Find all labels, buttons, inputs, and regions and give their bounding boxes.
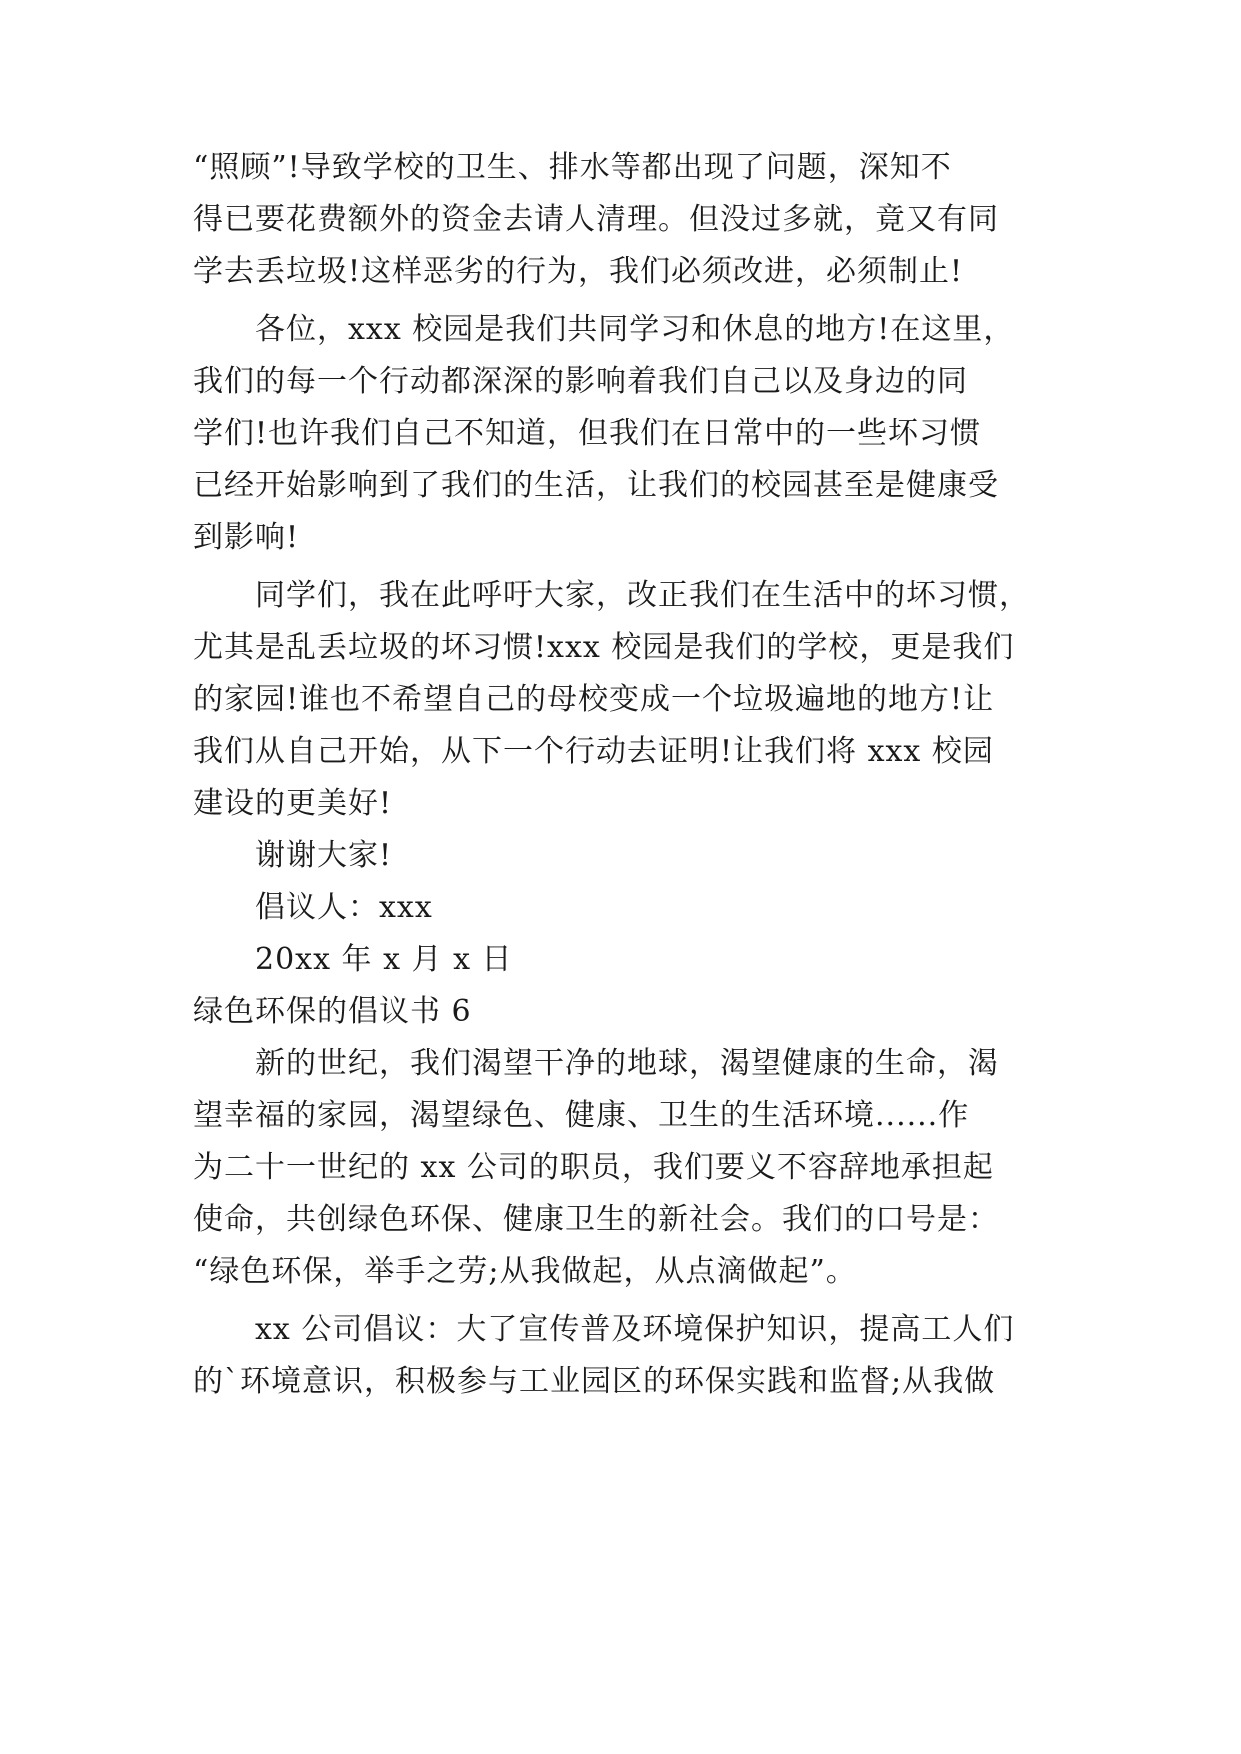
signatory-line: 倡议人：xxx: [255, 890, 433, 925]
text-line: 使命，共创绿色环保、健康卫生的新社会。我们的口号是：: [193, 1202, 999, 1237]
text-line: “照顾”!导致学校的卫生、排水等都出现了问题，深知不: [193, 150, 952, 185]
text-line: 望幸福的家园，渴望绿色、健康、卫生的生活环境......作: [193, 1098, 970, 1133]
text-line: 的家园!谁也不希望自己的母校变成一个垃圾遍地的地方!让: [193, 682, 995, 717]
paragraph-first-line: 同学们，我在此呼吁大家，改正我们在生活中的坏习惯，: [255, 578, 1030, 613]
text-line: 尤其是乱丢垃圾的坏习惯!xxx 校园是我们的学校，更是我们: [193, 630, 1015, 665]
text-line: 我们的每一个行动都深深的影响着我们自己以及身边的同: [193, 364, 968, 399]
text-line: 建设的更美好!: [193, 786, 393, 821]
text-line: 为二十一世纪的 xx 公司的职员，我们要义不容辞地承担起: [193, 1150, 994, 1185]
text-line: 学去丢垃圾!这样恶劣的行为，我们必须改进，必须制止!: [193, 254, 964, 289]
text-line: 的`环境意识，积极参与工业园区的环保实践和监督;从我做: [193, 1364, 996, 1399]
date-line: 20xx 年 x 月 x 日: [255, 942, 513, 977]
paragraph-first-line: xx 公司倡议：大了宣传普及环境保护知识，提高工人们: [255, 1312, 1015, 1347]
closing-line: 谢谢大家!: [255, 838, 393, 873]
text-line: “绿色环保，举手之劳;从我做起，从点滴做起”。: [193, 1254, 857, 1289]
paragraph-first-line: 新的世纪，我们渴望干净的地球，渴望健康的生命，渴: [255, 1046, 999, 1081]
text-line: 学们!也许我们自己不知道，但我们在日常中的一些坏习惯: [193, 416, 982, 451]
text-line: 到影响!: [193, 520, 300, 555]
text-line: 已经开始影响到了我们的生活，让我们的校园甚至是健康受: [193, 468, 999, 503]
text-line: 得已要花费额外的资金去请人清理。但没过多就，竟又有同: [193, 202, 999, 237]
section-heading: 绿色环保的倡议书 6: [193, 994, 472, 1029]
paragraph-first-line: 各位，xxx 校园是我们共同学习和休息的地方!在这里，: [255, 312, 1015, 347]
text-line: 我们从自己开始，从下一个行动去证明!让我们将 xxx 校园: [193, 734, 994, 769]
